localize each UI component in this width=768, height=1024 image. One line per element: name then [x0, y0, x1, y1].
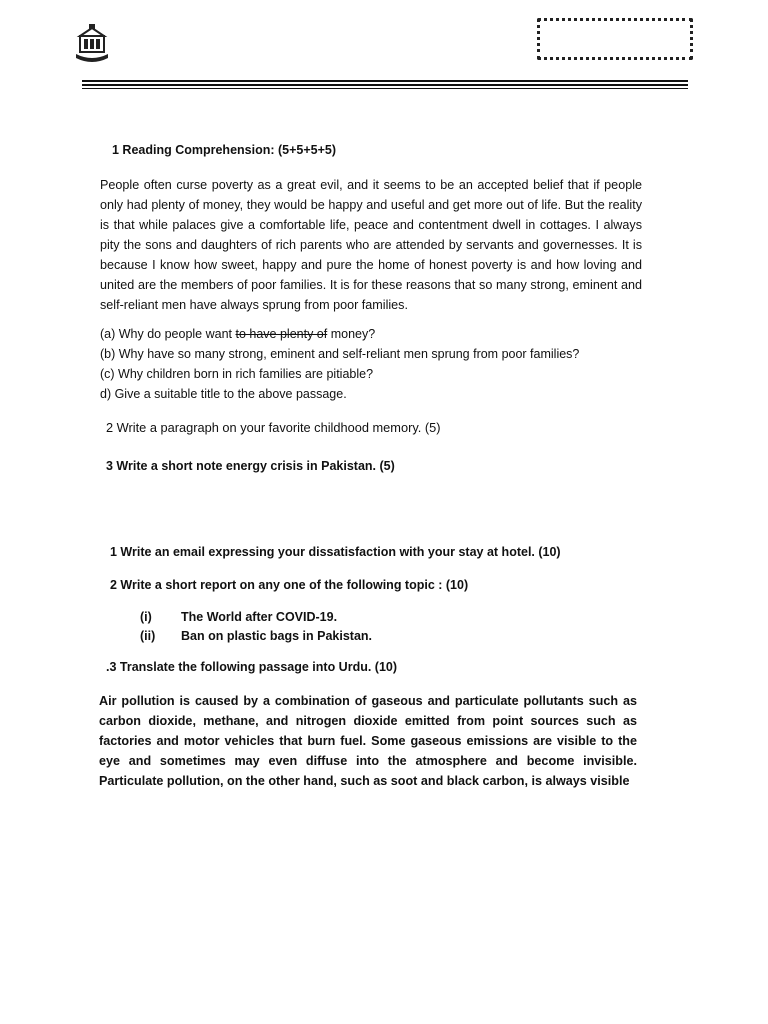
topic-number: (i) [140, 610, 152, 624]
header-rule-thin [82, 88, 688, 89]
question-a [100, 327, 375, 341]
paragraph-question: 2 Write a paragraph on your favorite childhood memory. (5) [106, 420, 441, 435]
topic-text: Ban on plastic bags in Pakistan. [181, 629, 373, 643]
question-b: (b) Why have so many strong, eminent and self-reliant men sprung from poor families? [100, 347, 580, 361]
header-rule-thick [82, 80, 688, 82]
email-task: 1 Write an email expressing your dissatisfaction with your stay at hotel. (10) [110, 545, 561, 559]
reading-comprehension-heading: 1 Reading Comprehension: (5+5+5+5) [112, 143, 337, 157]
question-d: d) Give a suitable title to the above passage. [100, 387, 347, 401]
topic-text: The World after COVID-19. [181, 610, 338, 624]
report-task: 2 Write a short report on any one of the following topic : (10) [110, 578, 469, 592]
question-c: (c) Why children born in rich families are pitiable? [100, 367, 374, 381]
header-rule-middle [82, 84, 688, 86]
question-a-struck-text: to have plenty of [235, 327, 328, 341]
roll-number-box [537, 18, 693, 60]
question-a-prefix: (a) Why do people want [100, 327, 233, 341]
question-a-suffix: money? [330, 327, 376, 341]
translation-task: .3 Translate the following passage into Urdu. (10) [106, 660, 398, 674]
university-crest-icon [74, 22, 110, 64]
topic-number: (ii) [140, 629, 156, 643]
translation-passage: Air pollution is caused by a combination of gaseous and particulate pollutants such as carbon dioxide, methane, and nitrogen dioxide emitted from point sources such as factories and motor vehicles that burn fuel. Some gaseous emissions are visible to the eye and sometimes may even diffuse into the atmosphere and become invisible. Particulate pollution, on the other hand, such as soot and black carbon, is always visible [99, 694, 637, 788]
short-note-question: 3 Write a short note energy crisis in Pakistan. (5) [106, 459, 395, 473]
comprehension-passage: People often curse poverty as a great evil, and it seems to be an accepted belief that if people only had plenty of money, they would be happy and useful and get more out of life. But the reality is that while palaces give a comfortable life, peace and contentment dwell in cottages. I always pity the sons and daughters of rich parents who are attended by servants and governesses. It is because I know how sweet, happy and pure the home of honest poverty is and how loving and united are the members of poor families. It is for these reasons that so many strong, eminent and self-reliant men have always sprung from poor families. [100, 178, 642, 312]
